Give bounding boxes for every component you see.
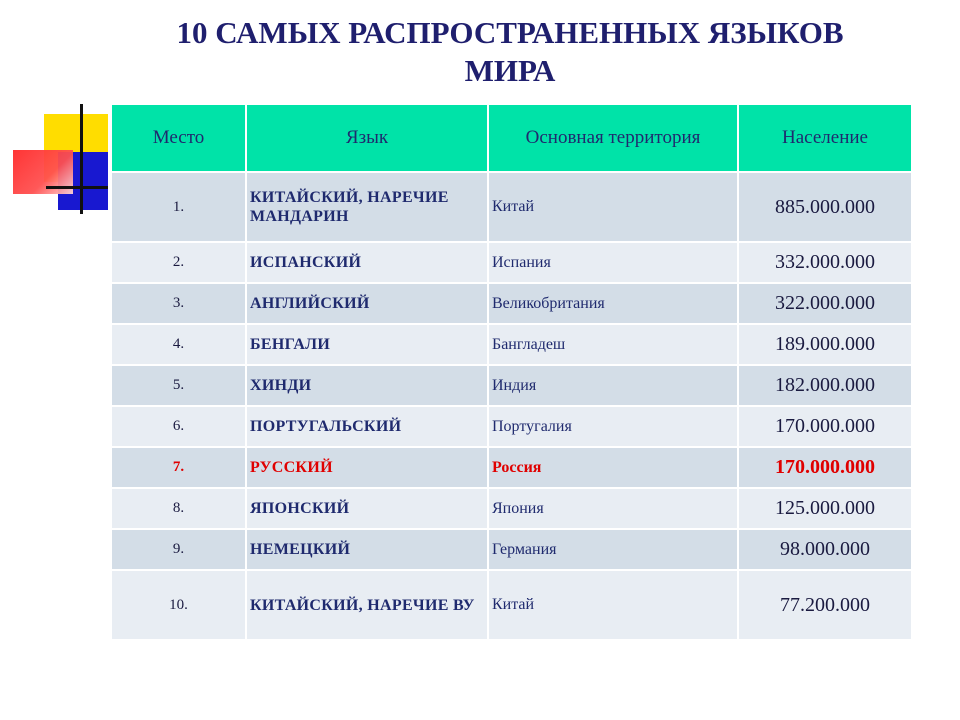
cell-territory: Россия xyxy=(488,447,738,488)
cell-population: 332.000.000 xyxy=(738,242,912,283)
decor-horizontal-line xyxy=(46,186,108,189)
cell-population: 125.000.000 xyxy=(738,488,912,529)
cell-territory: Германия xyxy=(488,529,738,570)
table-row xyxy=(111,365,912,406)
cell-language: ИСПАНСКИЙ xyxy=(246,242,488,283)
cell-territory: Бангладеш xyxy=(488,324,738,365)
table-row xyxy=(111,529,912,570)
title-line-1: 10 САМЫХ РАСПРОСТРАНЕННЫХ ЯЗЫКОВ xyxy=(176,15,844,50)
cell-language: ПОРТУГАЛЬСКИЙ xyxy=(246,406,488,447)
cell-language: РУССКИЙ xyxy=(246,447,488,488)
languages-table xyxy=(110,103,913,641)
cell-territory: Индия xyxy=(488,365,738,406)
header-language: Язык xyxy=(246,104,488,172)
cell-population: 98.000.000 xyxy=(738,529,912,570)
decor-vertical-line xyxy=(80,104,83,214)
table-row xyxy=(111,570,912,640)
cell-population: 322.000.000 xyxy=(738,283,912,324)
header-place: Место xyxy=(111,104,246,172)
cell-place: 7. xyxy=(111,447,246,488)
cell-territory: Китай xyxy=(488,172,738,242)
cell-place: 2. xyxy=(111,242,246,283)
table-row-highlighted xyxy=(111,447,912,488)
cell-population: 77.200.000 xyxy=(738,570,912,640)
cell-place: 10. xyxy=(111,570,246,640)
cell-territory: Португалия xyxy=(488,406,738,447)
cell-language: АНГЛИЙСКИЙ xyxy=(246,283,488,324)
page-title xyxy=(110,14,910,90)
cell-population: 182.000.000 xyxy=(738,365,912,406)
cell-language: КИТАЙСКИЙ, НАРЕЧИЕ ВУ xyxy=(246,570,488,640)
cell-population: 170.000.000 xyxy=(738,447,912,488)
cell-place: 8. xyxy=(111,488,246,529)
cell-territory: Япония xyxy=(488,488,738,529)
cell-language: НЕМЕЦКИЙ xyxy=(246,529,488,570)
table-row xyxy=(111,406,912,447)
header-population: Население xyxy=(738,104,912,172)
header-territory: Основная территория xyxy=(488,104,738,172)
table-row xyxy=(111,283,912,324)
cell-population: 170.000.000 xyxy=(738,406,912,447)
cell-place: 3. xyxy=(111,283,246,324)
title-line-2: МИРА xyxy=(464,53,556,88)
cell-place: 1. xyxy=(111,172,246,242)
cell-place: 6. xyxy=(111,406,246,447)
table-header-row xyxy=(111,104,912,172)
cell-language: БЕНГАЛИ xyxy=(246,324,488,365)
cell-language: ЯПОНСКИЙ xyxy=(246,488,488,529)
cell-place: 4. xyxy=(111,324,246,365)
cell-language: КИТАЙСКИЙ, НАРЕЧИЕ МАНДАРИН xyxy=(246,172,488,242)
cell-population: 189.000.000 xyxy=(738,324,912,365)
cell-territory: Великобритания xyxy=(488,283,738,324)
cell-territory: Китай xyxy=(488,570,738,640)
cell-territory: Испания xyxy=(488,242,738,283)
cell-language: ХИНДИ xyxy=(246,365,488,406)
cell-place: 5. xyxy=(111,365,246,406)
table-row xyxy=(111,172,912,242)
cell-place: 9. xyxy=(111,529,246,570)
table-row xyxy=(111,242,912,283)
table-row xyxy=(111,324,912,365)
table-row xyxy=(111,488,912,529)
cell-population: 885.000.000 xyxy=(738,172,912,242)
